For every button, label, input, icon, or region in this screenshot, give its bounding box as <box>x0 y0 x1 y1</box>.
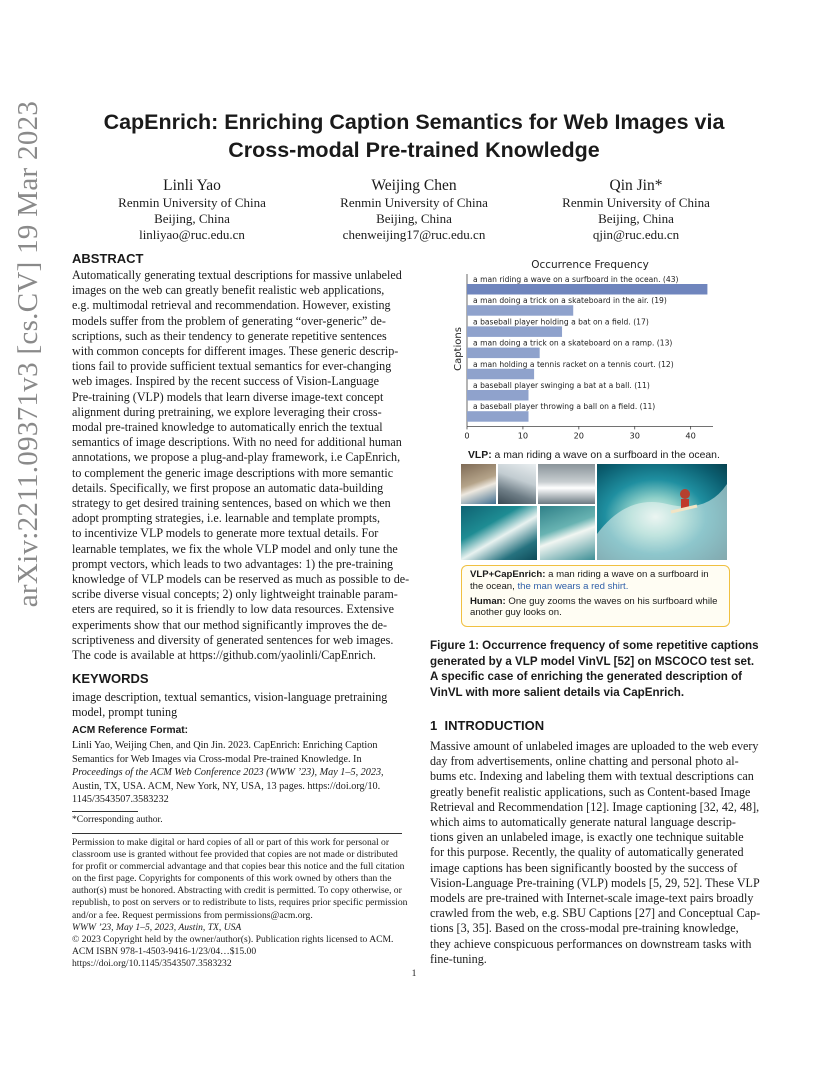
intro-line: they achieve conspicuous performances on downstream tasks with <box>430 936 752 951</box>
abstract-line: tions fail to provide sufficient textual semantics for ever-changing <box>72 359 392 374</box>
abstract-line: The code is available at https://github.com/yaolinli/CapEnrich. <box>72 648 376 663</box>
intro-line: tions given an unlabeled image, is exactly one technique suitable <box>430 830 744 845</box>
abstract-line: eters are required, so it is friendly to low data resources. Extensive <box>72 602 395 617</box>
page-number: 1 <box>411 968 417 979</box>
author-city: Beijing, China <box>154 211 230 226</box>
abstract-line: web images. Inspired by the recent success of Vision-Language <box>72 374 380 389</box>
acm-reference-body <box>72 739 402 807</box>
keywords-line: image description, textual semantics, vision-language pretraining <box>72 690 388 704</box>
intro-heading <box>430 718 544 733</box>
chart-bar-label: a baseball player throwing a ball on a field. (11) <box>473 402 656 412</box>
intro-line: greatly benefit realistic applications, such as Content-based Image <box>430 784 751 799</box>
figure-caption-line: VinVL with more salient details via CapEnrich. <box>430 685 685 699</box>
human-caption: One guy zooms the waves on his surfboard while <box>505 595 718 607</box>
surf-photo-thumbnail <box>540 506 595 560</box>
author-city: Beijing, China <box>376 211 452 226</box>
abstract-line: prompt vectors, which leads to two advantages: 1) the pre-training <box>72 556 394 571</box>
abstract-line: Pre-training (VLP) models that learn diverse image-text concept <box>72 389 384 404</box>
acm-reference-line: Semantics for Web Images via Cross-modal Pre-trained Knowledge. In <box>72 753 362 765</box>
intro-line: bums etc. Indexing and labeling them with textual descriptions can <box>430 769 754 784</box>
author-name: Qin Jin* <box>609 177 663 194</box>
intro-line: fine-tuning. <box>430 951 487 966</box>
chart-bar-label: a man doing a trick on a skateboard in the air. (19) <box>473 296 667 306</box>
abstract-line: learnable templates, we fix the whole VLP model and only tune the <box>72 541 398 556</box>
chart-bar <box>467 411 529 422</box>
abstract-line: models suffer from the problem of generating “over-generic” de- <box>72 313 386 328</box>
abstract-line: modal pre-trained knowledge to automatically enrich the textual <box>72 420 383 435</box>
abstract-line: scriptiveness and diversity of generated sentences for web images. <box>72 632 394 647</box>
abstract-line: to complement the generic image descriptions with more semantic <box>72 465 394 480</box>
permission-line: ACM ISBN 978-1-4503-9416-1/23/04…$15.00 <box>72 945 257 957</box>
abstract-line: knowledge of VLP models can be reserved as much as possible to de- <box>72 572 410 587</box>
author-city: Beijing, China <box>598 211 674 226</box>
abstract-line: semantics of image descriptions. With no need for additional human <box>72 435 402 450</box>
chart-bar <box>467 305 573 316</box>
chart-bar-label: a baseball player holding a bat on a field. (17) <box>473 317 649 327</box>
acm-reference-heading: ACM Reference Format: <box>72 725 189 736</box>
abstract-line: annotations, we propose a plug-and-play framework, i.e CapEnrich, <box>72 450 401 465</box>
permission-line: on the first page. Copyrights for components of this work owned by others than the <box>72 873 392 885</box>
intro-line: tions [3, 35]. Based on the cross-modal pre-training knowledge, <box>430 921 739 936</box>
abstract-heading: ABSTRACT <box>72 251 144 266</box>
enrich-label: VLP+CapEnrich: <box>470 569 546 580</box>
chart-bar <box>467 348 540 359</box>
vlp-caption-line <box>468 450 720 461</box>
keywords-line: model, prompt tuning <box>72 705 178 720</box>
human-caption-line: another guy looks on. <box>470 607 562 619</box>
permission-line: author(s) must be honored. Abstracting with credit is permitted. To copy otherwise, or <box>72 885 402 897</box>
enrich-caption-line <box>470 581 721 593</box>
figure-caption <box>430 638 758 700</box>
enrich-highlight: the man wears a red shirt. <box>517 580 629 592</box>
enrich-caption-cont: the ocean, <box>470 580 518 592</box>
intro-line: Vision-Language Pre-training (VLP) models [5, 29, 52]. These VLP <box>430 875 760 890</box>
intro-body <box>430 739 761 967</box>
author-email: qjin@ruc.edu.cn <box>592 227 680 242</box>
abstract-line: with common concepts for different images. These generic descrip- <box>72 344 399 359</box>
enrich-caption: a man riding a wave on a surfboard in <box>545 569 709 580</box>
occurrence-frequency-chart <box>453 256 727 441</box>
surf-photo-thumbnail <box>461 464 496 504</box>
surf-photo-thumbnail <box>461 506 537 560</box>
vlp-caption: a man riding a wave on a surfboard in the ocean. <box>491 450 720 461</box>
chart-bar-label: a man riding a wave on a surfboard in the ocean. (43) <box>473 275 679 284</box>
abstract-line: e.g. multimodal retrieval and recommendation. However, existing <box>72 298 391 313</box>
author-name: Linli Yao <box>163 177 221 194</box>
chart-x-tick-label: 30 <box>629 430 640 441</box>
intro-line: Massive amount of unlabeled images are uploaded to the web every <box>430 739 759 753</box>
abstract-line: scriptions, such as their tendency to generate repetitive sentences <box>72 328 387 343</box>
chart-bar-label: a man doing a trick on a skateboard on a ramp. (13) <box>473 338 673 348</box>
keywords-heading: KEYWORDS <box>72 671 149 686</box>
abstract-line: strategy to get desired training sentences, based on which we then <box>72 496 391 511</box>
paper-title <box>70 108 758 164</box>
author-affiliation: Renmin University of China <box>562 195 710 210</box>
surf-photo-thumbnail <box>538 464 595 504</box>
footnote-rule <box>72 811 138 812</box>
arxiv-sidebar-stamp: arXiv:2211.09371v3 [cs.CV] 19 Mar 2023 <box>12 100 44 608</box>
intro-line: day from advertisements, online chatting and personal photo al- <box>430 754 739 769</box>
abstract-line: alignment during pretraining, we explore leveraging their cross- <box>72 404 382 419</box>
author-affiliation: Renmin University of China <box>340 195 488 210</box>
permission-line: for profit or commercial advantage and that copies bear this notice and the full citation <box>72 861 405 873</box>
surf-photo-thumbnail <box>498 464 536 504</box>
chart-x-tick-label: 40 <box>685 430 696 441</box>
permission-line: republish, to post on servers or to redistribute to lists, requires prior specific permission <box>72 897 408 909</box>
author-block-3 <box>516 176 756 243</box>
chart-bar <box>467 326 562 337</box>
author-block-2 <box>294 176 534 243</box>
caption-comparison-box <box>461 565 730 627</box>
author-block-1 <box>72 176 312 243</box>
human-label: Human: <box>470 595 506 607</box>
acm-reference-line: Linli Yao, Weijing Chen, and Qin Jin. 2023. CapEnrich: Enriching Caption <box>72 740 378 751</box>
figure-caption-line: Figure 1: Occurrence frequency of some repetitive captions <box>430 639 759 652</box>
permission-line: WWW ’23, May 1–5, 2023, Austin, TX, USA <box>72 921 242 933</box>
chart-x-tick-label: 10 <box>517 430 529 441</box>
keywords-body <box>72 690 402 720</box>
permission-notice <box>72 837 408 970</box>
permission-line: https://doi.org/10.1145/3543507.3583232 <box>72 957 232 969</box>
intro-line: which aims to automatically generate natural language descrip- <box>430 815 736 830</box>
footnote-corresponding: *Corresponding author. <box>72 814 163 825</box>
intro-line: for this purpose. Recently, the quality of automatically generated <box>430 845 744 860</box>
permission-line: and/or a fee. Request permissions from permissions@acm.org. <box>72 909 313 921</box>
chart-y-axis-label: Captions <box>453 327 464 371</box>
chart-bar-label: a baseball player swinging a bat at a ball. (11) <box>473 381 650 390</box>
acm-reference-line: 1145/3543507.3583232 <box>72 794 169 806</box>
permission-line: classroom use is granted without fee provided that copies are not made or distributed <box>72 849 398 861</box>
intro-line: Retrieval and Recommendation [12]. Image captioning [32, 42, 48], <box>430 799 760 814</box>
abstract-line: to incentivize VLP models to generate more textual details. For <box>72 526 379 541</box>
chart-x-tick-label: 20 <box>573 430 585 441</box>
surf-photo-main <box>597 464 727 560</box>
author-name: Weijing Chen <box>371 177 457 194</box>
human-caption-line <box>470 596 721 608</box>
permission-line: © 2023 Copyright held by the owner/author(s). Publication rights licensed to ACM. <box>72 933 394 945</box>
abstract-line: scribe diverse visual concepts; 2) only lightweight trainable param- <box>72 587 398 602</box>
abstract-line: Automatically generating textual descriptions for massive unlabeled <box>72 268 402 282</box>
intro-line: models are pre-trained with Internet-scale image-text pairs broadly <box>430 891 754 906</box>
figure-caption-line: A specific case of enriching the generated description of <box>430 670 743 684</box>
intro-section-title: INTRODUCTION <box>444 718 545 733</box>
intro-section-number: 1 <box>430 718 438 733</box>
chart-bar <box>467 390 529 401</box>
permission-rule <box>72 833 402 834</box>
permission-line: Permission to make digital or hard copies of all or part of this work for personal or <box>72 837 390 848</box>
enrich-caption-line <box>470 569 721 581</box>
intro-line: crawled from the web, e.g. SBU Captions [27] and Conceptual Cap- <box>430 906 761 921</box>
chart-bar <box>467 284 707 295</box>
author-email: chenweijing17@ruc.edu.cn <box>342 227 486 242</box>
figure-caption-line: generated by a VLP model VinVL [52] on MSCOCO test set. <box>430 654 755 668</box>
vlp-label: VLP: <box>468 450 492 461</box>
author-affiliation: Renmin University of China <box>118 195 266 210</box>
intro-line: image captions has been significantly boosted by the success of <box>430 860 738 875</box>
acm-reference-line: Proceedings of the ACM Web Conference 2023 (WWW ’23), May 1–5, 2023, <box>72 767 384 779</box>
abstract-line: adopt prompting strategies, i.e. learnable and template prompts, <box>72 511 380 526</box>
abstract-line: experiments show that our method significantly improves the de- <box>72 617 388 632</box>
chart-bar-label: a man holding a tennis racket on a tennis court. (12) <box>473 359 674 369</box>
title-line-2: Cross-modal Pre-trained Knowledge <box>228 138 600 162</box>
title-line-1: CapEnrich: Enriching Caption Semantics for Web Images via <box>103 110 725 134</box>
chart-x-tick-label: 0 <box>464 430 470 441</box>
surfer-wave-illustration <box>597 464 727 560</box>
chart-title: Occurrence Frequency <box>531 259 649 271</box>
abstract-line: details. Specifically, we first propose an automatic data-building <box>72 480 384 495</box>
abstract-line: images on the web can greatly benefit realistic web applications, <box>72 283 385 298</box>
author-email: linliyao@ruc.edu.cn <box>139 227 245 242</box>
chart-bar <box>467 369 534 380</box>
acm-reference-line: Austin, TX, USA. ACM, New York, NY, USA, 13 pages. https://doi.org/10. <box>72 780 381 792</box>
abstract-body <box>72 268 410 663</box>
